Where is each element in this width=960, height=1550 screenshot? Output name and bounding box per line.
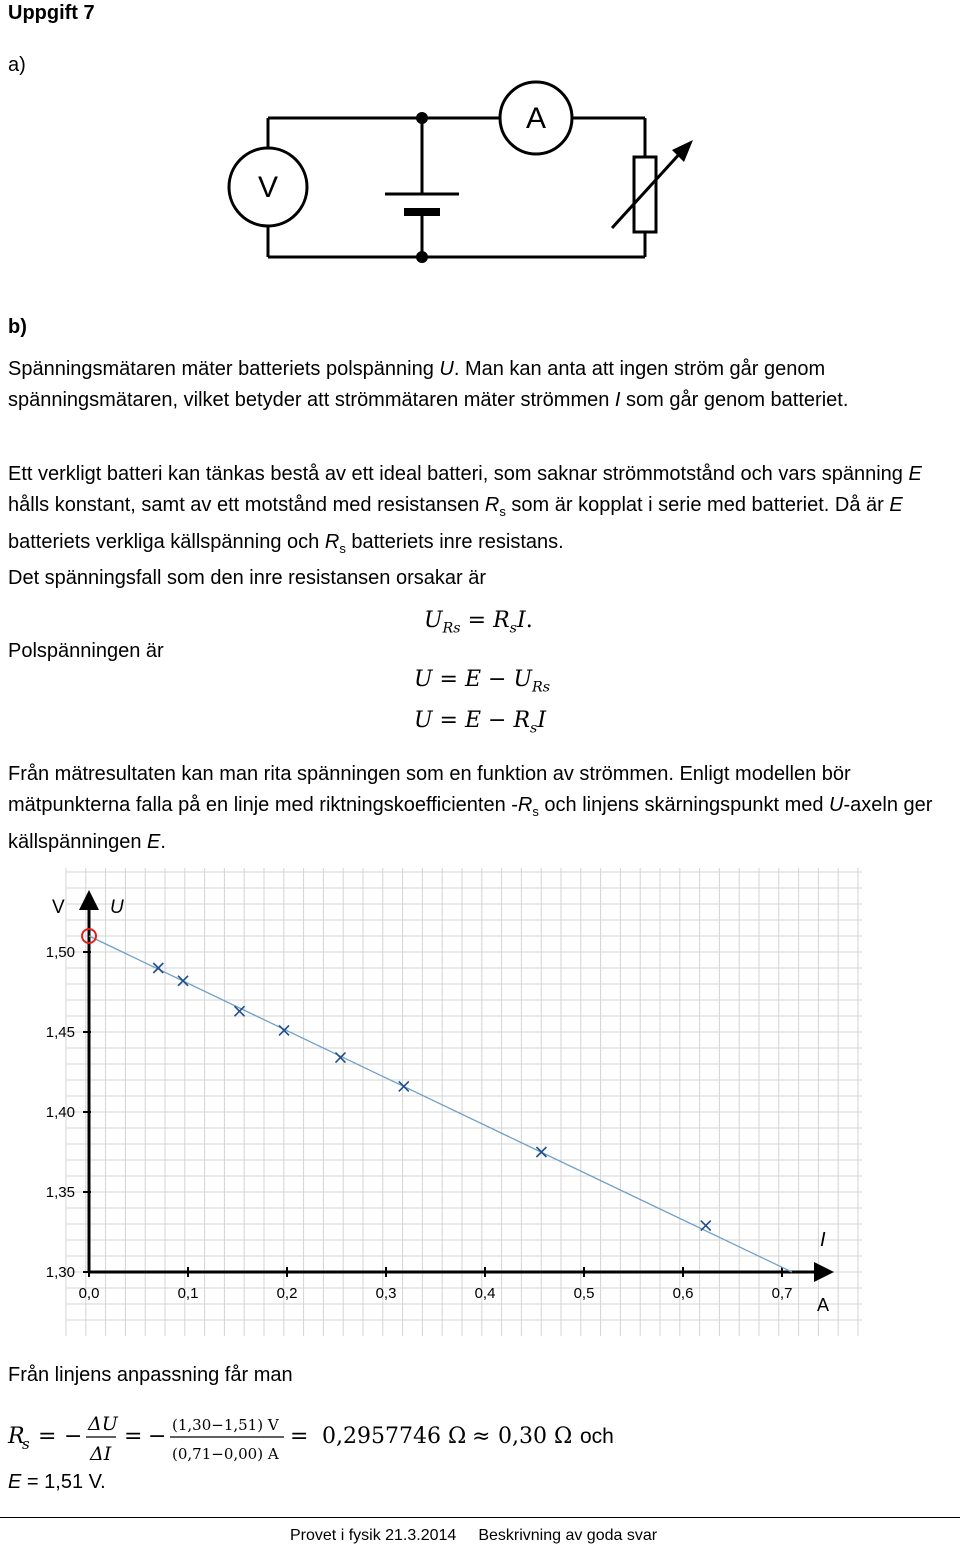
footer: Provet i fysik 21.3.2014 Beskrivning av goda svar xyxy=(290,1527,658,1544)
paragraph: Det spänningsfall som den inre resistansen orsakar är xyxy=(8,567,487,589)
paragraph: Från linjens anpassning får man xyxy=(8,1364,293,1386)
rounded-value: 0,30 Ω xyxy=(498,1424,573,1449)
part-b-label: b) xyxy=(8,316,27,338)
equals: = xyxy=(38,1424,57,1449)
y-tick-label: 1,30 xyxy=(45,1264,75,1281)
symbol-R: R xyxy=(8,1424,25,1449)
paragraph: Polspänningen är xyxy=(8,640,164,662)
x-axis-label: I xyxy=(820,1229,826,1251)
x-axis-arrow xyxy=(814,1262,834,1282)
approx: ≈ xyxy=(472,1424,491,1449)
minus: − xyxy=(148,1424,167,1449)
footer-rule xyxy=(0,1517,960,1518)
equation-voltage-drop: $U_{Rs} = R_sI$. xyxy=(424,608,533,637)
denominator: (0,71−0,00) A xyxy=(172,1445,279,1463)
task-title: Uppgift 7 xyxy=(8,2,95,24)
result-equation xyxy=(0,1405,700,1470)
x-unit-label: A xyxy=(817,1295,830,1315)
data-point xyxy=(399,1081,409,1091)
circuit-diagram xyxy=(0,80,960,280)
data-point xyxy=(701,1221,711,1231)
equals: = xyxy=(124,1424,143,1449)
junction-dot xyxy=(416,112,428,124)
fit-line xyxy=(89,936,792,1272)
x-tick-label: 0,1 xyxy=(177,1285,199,1302)
y-unit-label: V xyxy=(52,897,65,918)
equals: = xyxy=(290,1424,309,1449)
paragraph: Spänningsmätaren mäter batteriets polspänning U. Man kan anta att ingen ström går genom spänningsmätaren, vilket betyder att strömmätaren mäter strömmen I som går genom batteriet. xyxy=(8,358,849,411)
x-tick-label: 0,2 xyxy=(276,1285,298,1302)
och-text: och xyxy=(580,1425,614,1448)
delta-U: ΔU xyxy=(88,1413,118,1435)
voltage-current-chart xyxy=(0,860,960,1350)
ammeter-label: A xyxy=(525,102,547,135)
equation-terminal-voltage: $U = E - U_{Rs}$ xyxy=(414,667,551,696)
delta-I: ΔI xyxy=(90,1443,112,1465)
battery-negative-plate xyxy=(404,208,440,216)
minus: − xyxy=(64,1424,83,1449)
y-tick-label: 1,40 xyxy=(45,1104,75,1121)
x-tick-label: 0,5 xyxy=(573,1285,595,1302)
resistor-arrow xyxy=(612,150,683,228)
part-a-label: a) xyxy=(8,54,26,76)
value: 0,2957746 Ω xyxy=(322,1424,467,1449)
x-tick-label: 0,3 xyxy=(375,1285,397,1302)
equation-terminal-voltage-expanded: $U = E - R_sI$ xyxy=(414,708,547,737)
x-tick-label: 0,6 xyxy=(672,1285,694,1302)
final-result: E = 1,51 V. xyxy=(8,1471,106,1493)
y-axis-arrow xyxy=(79,890,99,910)
y-tick-label: 1,50 xyxy=(45,944,75,961)
x-tick-label: 0,4 xyxy=(474,1285,496,1302)
x-tick-label: 0,7 xyxy=(771,1285,793,1302)
voltmeter-label: V xyxy=(257,171,279,204)
y-tick-label: 1,35 xyxy=(45,1184,75,1201)
y-axis-label: U xyxy=(110,897,124,918)
numerator: (1,30−1,51) V xyxy=(172,1416,279,1434)
symbol-s: s xyxy=(22,1435,30,1453)
junction-dot xyxy=(416,251,428,263)
paragraph: Från mätresultaten kan man rita spänningen som en funktion av strömmen. Enligt modellen bör mätpunkterna falla på en linje med riktningskoefficienten $-R_s$ och linjens skärningspunkt med U-axeln ger källspänningen E. xyxy=(8,763,933,853)
variable-resistor xyxy=(634,157,656,232)
paragraph: Ett verkligt batteri kan tänkas bestå av ett ideal batteri, som saknar strömmotstånd och vars spänning E hålls konstant, samt av ett motstånd med resistansen $R_s$ som är kopplat i serie med batteriet. Då är E batteriets verkliga källspänning och $R_s$ batteriets inre resistans. xyxy=(8,463,922,556)
x-tick-label: 0,0 xyxy=(78,1285,100,1302)
y-tick-label: 1,45 xyxy=(45,1024,75,1041)
